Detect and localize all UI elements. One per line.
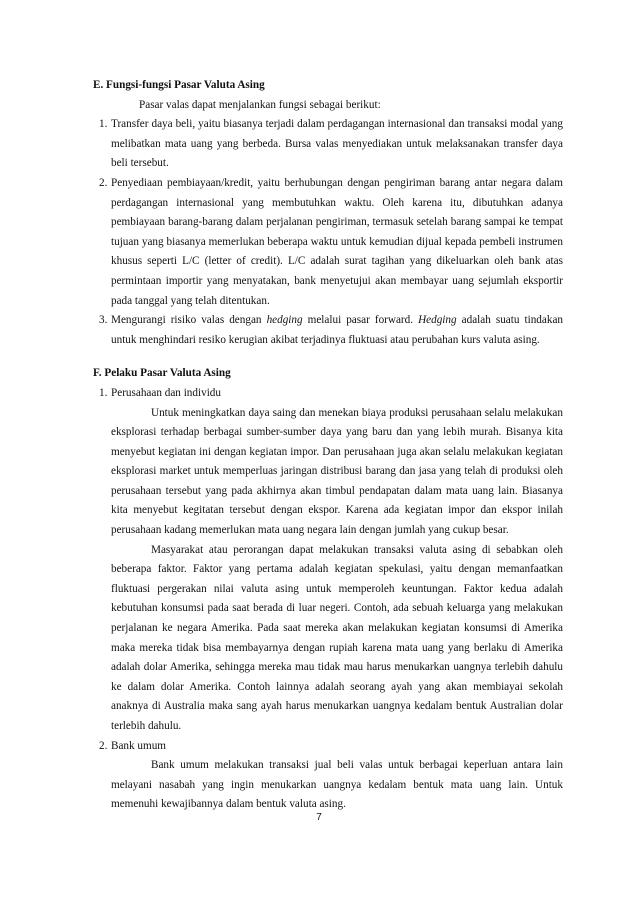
list-item-number: 3. bbox=[99, 314, 108, 327]
list-item-number: 1. bbox=[99, 118, 108, 131]
section-e bbox=[93, 76, 563, 350]
section-e-title: E. Fungsi-fungsi Pasar Valuta Asing bbox=[93, 79, 265, 91]
paragraph: Untuk meningkatkan daya saing dan menekan biaya produksi perusahaan selalu melakukan eksplorasi terhadap berbagai sumber-sumber daya yang baru dan yang lebih murah. Bisanya kita menyebut kegiatan ini dengan kegiatan impor. Dan perusahaan juga akan selalu melakukan kegiatan eksplorasi market untuk memperluas jaringan distribusi barang dan jasa yang telah di produksi oleh perusahaan tersebut yang pada akhirnya akan timbul pendapatan dalam mata uang lain. Biasanya kita menyebut kegitatan tersebut dengan ekspor. Karena ada kegiatan impor dan ekspor inilah perusahaan kadang memerlukan mata uang negara lain dengan jumlah yang cukup besar. bbox=[111, 406, 563, 537]
term-hedging: hedging bbox=[266, 314, 303, 327]
list-item-text: Transfer daya beli, yaitu biasanya terjadi dalam perdagangan internasional dan transaksi modal yang melibatkan mata uang yang berbeda. Bursa valas menyediakan untuk melaksanakan transfer daya beli tersebut. bbox=[111, 118, 563, 170]
list-item bbox=[93, 115, 563, 174]
list-item bbox=[93, 174, 563, 311]
page-number: 7 bbox=[316, 812, 322, 823]
list-item bbox=[93, 737, 563, 815]
term-hedging: Hedging bbox=[418, 314, 457, 327]
paragraph: Bank umum melakukan transaksi jual beli valas untuk berbagai keperluan antara lain melayani nasabah yang ingin menukarkan uangnya kedalam bentuk mata uang lain. Untuk memenuhi kewajibannya dalam bentuk valuta asing. bbox=[111, 759, 563, 811]
page-content bbox=[93, 76, 563, 815]
text-segment: melalui pasar forward. bbox=[307, 314, 414, 327]
list-item-text bbox=[111, 311, 563, 350]
text-segment: adalah suatu tindakan untuk menghindari resiko kerugian akibat terjadinya fluktuasi atau perubahan kurs valuta asing. bbox=[111, 314, 564, 346]
text-segment: Mengurangi risiko valas dengan bbox=[111, 314, 262, 327]
list-item-text: Penyediaan pembiayaan/kredit, yaitu berhubungan dengan pengiriman barang antar negara dalam perdagangan internasional yang membutuhkan waktu. Oleh karena itu, dibutuhkan adanya pembiayaan barang-barang dalam perjalanan pengiriman, termasuk setelah barang sampai ke tempat tujuan yang biasanya memerlukan beberapa waktu untuk kemudian dijual kepada pembeli instrumen khusus seperti L/C (letter of credit). L/C adalah surat tagihan yang dikeluarkan oleh bank atas permintaan importir yang menyatakan, bank menyetujui akan membayar uang sejumlah eksportir pada tanggal yang telah ditentukan. bbox=[111, 176, 563, 307]
paragraph: Masyarakat atau perorangan dapat melakukan transaksi valuta asing di sebabkan oleh beberapa faktor. Faktor yang pertama adalah kegiatan spekulasi, yaitu dengan memanfaatkan fluktuasi pergerakan nilai valuta asing untuk memperoleh keuntungan. Faktor kedua adalah kebutuhan konsumsi pada saat berada di luar negeri. Contoh, ada sebuah keluarga yang melakukan perjalanan ke negara Amerika. Pada saat mereka akan melakukan kegiatan konsumsi di Amerika maka mereka tidak bisa membayarnya dengan rupiah karena mata uang yang berlaku di Amerika adalah dolar Amerika, sehingga mereka mau tidak mau harus menukarkan uangnya terlebih dahulu ke dalam dolar Amerika. Contoh lainnya adalah seorang ayah yang akan membiayai sekolah anaknya di Australia maka sang ayah harus menukarkan uangnya kedalam bentuk Australian dolar terlebih dahulu. bbox=[111, 543, 563, 732]
list-item-heading: Perusahaan dan individu bbox=[111, 386, 221, 399]
list-item-number: 2. bbox=[99, 176, 108, 189]
list-item-number: 2. bbox=[99, 739, 108, 752]
section-f bbox=[93, 364, 563, 815]
list-item-number: 1. bbox=[99, 386, 108, 399]
section-e-intro: Pasar valas dapat menjalankan fungsi sebagai berikut: bbox=[139, 98, 381, 111]
list-item-heading: Bank umum bbox=[111, 739, 167, 752]
list-item bbox=[93, 311, 563, 350]
list-item bbox=[93, 384, 563, 737]
section-f-title: F. Pelaku Pasar Valuta Asing bbox=[93, 367, 231, 380]
